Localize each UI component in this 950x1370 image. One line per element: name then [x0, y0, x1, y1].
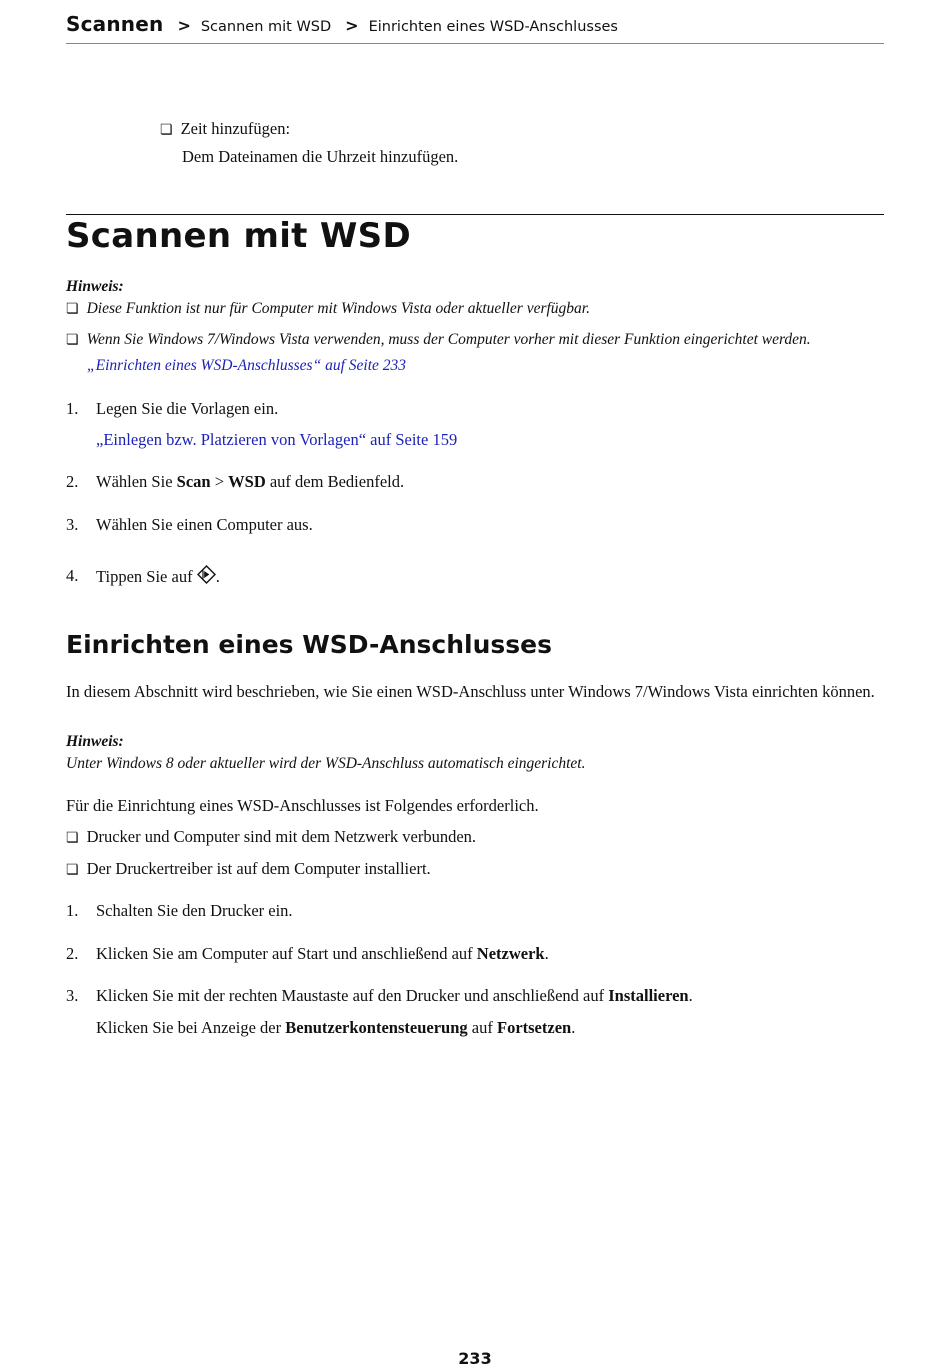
list-item-text: Drucker und Computer sind mit dem Netzwerk verbunden. — [86, 827, 477, 846]
step-text: Wählen Sie einen Computer aus. — [96, 515, 313, 534]
step-text-part: auf — [467, 1018, 497, 1037]
checkbox-bullet-icon: ❏ — [66, 333, 79, 348]
section-heading: Einrichten eines WSD-Anschlusses — [66, 630, 553, 659]
step-number: 2. — [66, 944, 79, 963]
checkbox-bullet-icon: ❏ — [66, 863, 79, 878]
step-number: 1. — [66, 399, 79, 418]
step-link[interactable]: „Einlegen bzw. Platzieren von Vorlagen“ auf Seite 159 — [96, 430, 458, 449]
note-item-text: Diese Funktion ist nur für Computer mit Windows Vista oder aktueller verfügbar. — [86, 300, 590, 317]
menu-network-label: Netzwerk — [476, 944, 545, 963]
menu-scan-label: Scan — [176, 472, 211, 491]
step-number: 1. — [66, 901, 79, 920]
section-divider — [66, 214, 884, 215]
menu-install-label: Installieren — [608, 986, 689, 1005]
step-text-part: . — [688, 986, 693, 1005]
step-text-part: . — [571, 1018, 576, 1037]
step-text-part: Klicken Sie bei Anzeige der — [96, 1018, 286, 1037]
breadcrumb-item: Scannen mit WSD — [200, 19, 332, 35]
breadcrumb-item: Einrichten eines WSD-Anschlusses — [368, 19, 618, 35]
step-subtext — [96, 1017, 575, 1039]
note-text: Unter Windows 8 oder aktueller wird der WSD-Anschluss automatisch eingerichtet. — [66, 755, 586, 772]
breadcrumb-separator: > — [177, 16, 191, 35]
checkbox-bullet-icon: ❏ — [66, 831, 79, 846]
step-text: Schalten Sie den Drucker ein. — [96, 901, 293, 920]
breadcrumb-separator: > — [345, 16, 359, 35]
list-item-text: Der Druckertreiber ist auf dem Computer installiert. — [86, 859, 431, 878]
list-item-label: Zeit hinzufügen: — [180, 119, 291, 138]
step-number: 3. — [66, 986, 79, 1005]
list-item — [66, 826, 476, 850]
checkbox-bullet-icon: ❏ — [66, 302, 79, 317]
uac-label: Benutzerkontensteuerung — [285, 1018, 468, 1037]
step-number: 3. — [66, 515, 79, 534]
note-item-text: Wenn Sie Windows 7/Windows Vista verwenden, muss der Computer vorher mit dieser Funktion eingerichtet werden. — [86, 331, 811, 348]
step-text — [96, 985, 693, 1007]
page-title: Scannen mit WSD — [66, 216, 411, 256]
note-item — [66, 329, 811, 352]
header-divider — [66, 43, 884, 44]
requirements-intro: Für die Einrichtung eines WSD-Anschlusses ist Folgendes erforderlich. — [66, 796, 539, 815]
list-item-description: Dem Dateinamen die Uhrzeit hinzufügen. — [182, 147, 459, 166]
page-number: 233 — [458, 1349, 492, 1368]
list-item — [66, 858, 431, 882]
list-item — [160, 118, 290, 142]
step-text: Legen Sie die Vorlagen ein. — [96, 399, 279, 418]
step-text-part: . — [215, 567, 220, 586]
step-text-part: . — [544, 944, 549, 963]
step-text-part: Klicken Sie am Computer auf Start und anschließend auf — [96, 944, 477, 963]
step-text-part: Klicken Sie mit der rechten Maustaste auf den Drucker und anschließend auf — [96, 986, 609, 1005]
breadcrumb — [66, 12, 618, 36]
step-text-part: auf dem Bedienfeld. — [265, 472, 405, 491]
step-number: 2. — [66, 472, 79, 491]
step-text-part: Tippen Sie auf — [96, 567, 197, 586]
step-text — [96, 565, 220, 590]
step-text-part: Wählen Sie — [96, 472, 177, 491]
note-label: Hinweis: — [66, 733, 124, 750]
step-text — [96, 943, 549, 965]
breadcrumb-section: Scannen — [66, 12, 164, 36]
step-number: 4. — [66, 566, 79, 585]
note-link[interactable]: „Einrichten eines WSD-Anschlusses“ auf Seite 233 — [87, 357, 406, 374]
step-text-part: > — [210, 472, 229, 491]
continue-label: Fortsetzen — [496, 1018, 572, 1037]
section-intro: In diesem Abschnitt wird beschrieben, wie Sie einen WSD-Anschluss unter Windows 7/Windows Vista einrichten können. — [66, 682, 875, 701]
menu-wsd-label: WSD — [228, 472, 266, 491]
start-button-icon — [197, 565, 216, 590]
note-item — [66, 298, 590, 321]
note-label: Hinweis: — [66, 278, 124, 295]
checkbox-bullet-icon: ❏ — [160, 123, 173, 138]
step-text — [96, 471, 404, 493]
